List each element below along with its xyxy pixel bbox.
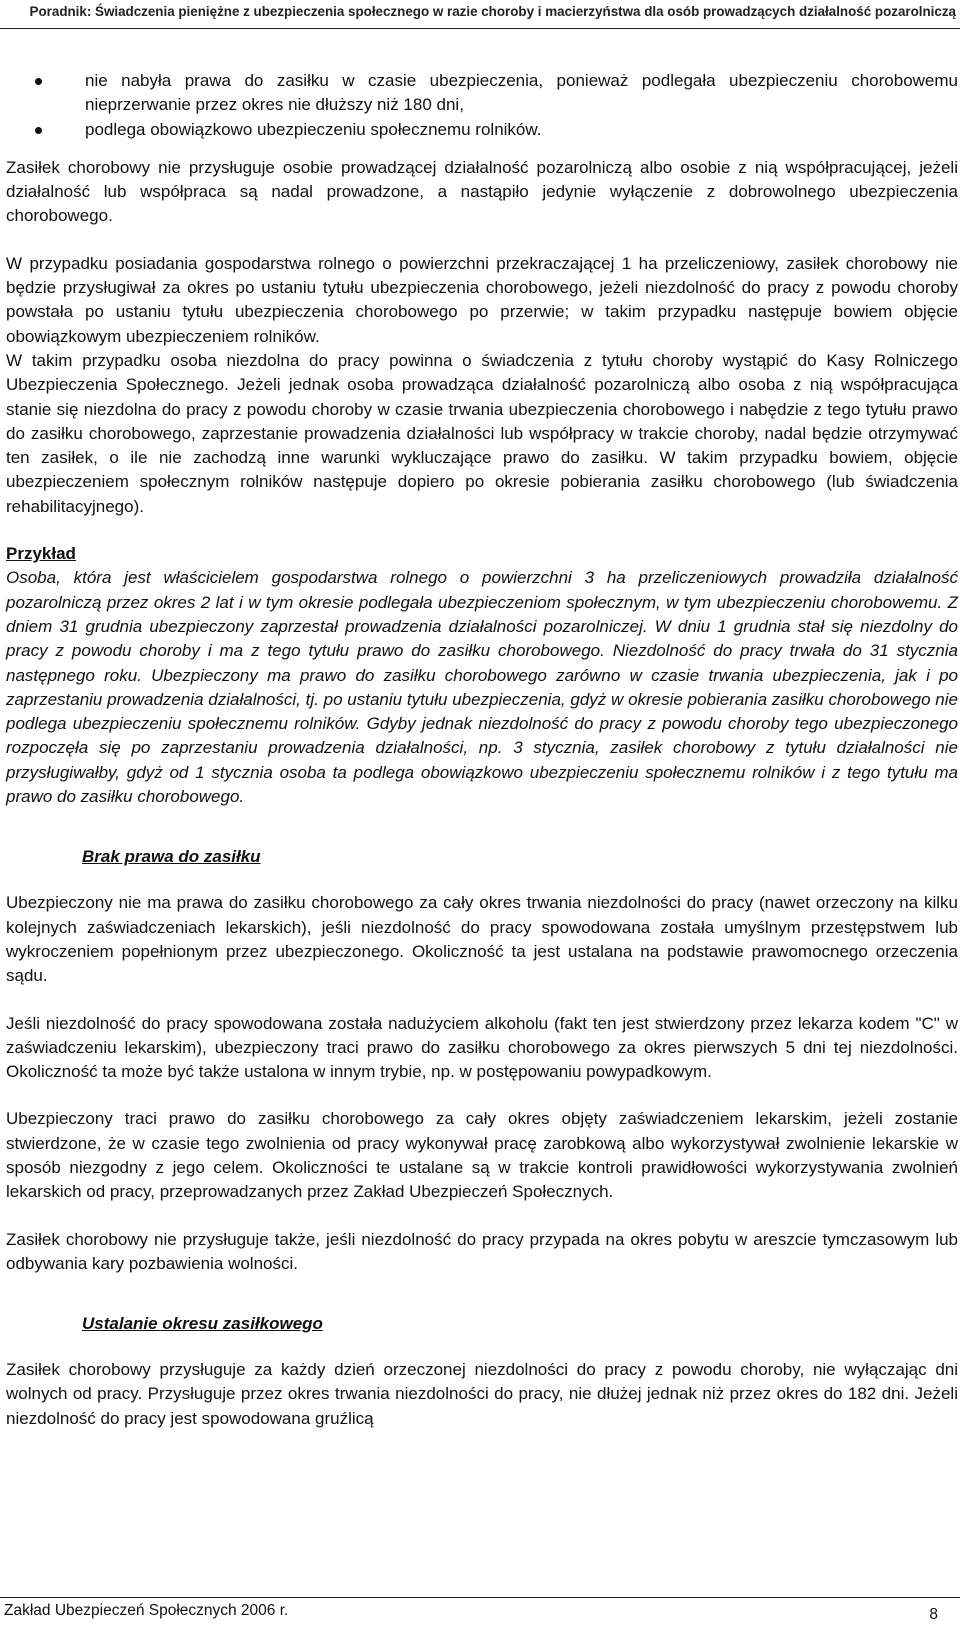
page-header	[0, 0, 960, 29]
section-heading-okres-zasilkowy: Ustalanie okresu zasiłkowego	[82, 1314, 323, 1334]
document-body	[6, 69, 958, 1454]
bullet-list	[6, 69, 958, 142]
page-number: 8	[929, 1606, 938, 1623]
paragraph: W takim przypadku osoba niezdolna do pracy powinna o świadczenia z tytułu choroby wystąpić do Kasy Rolniczego Ubezpieczenia Społecznego. Jeżeli jednak osoba prowadząca działalność pozarolniczą albo osoba z nią współpracująca stanie się niezdolna do pracy z powodu choroby w czasie trwania ubezpieczenia chorobowego i nabędzie z tego tytułu prawo do zasiłku chorobowego, zaprzestanie prowadzenia działalności lub współpracy w trakcie choroby, nadal będzie otrzymywać ten zasiłek, o ile nie zachodzą inne warunki wykluczające prawo do zasiłku. W takim przypadku bowiem, objęcie ubezpieczeniem społecznym rolników następuje dopiero po okresie pobierania zasiłku chorobowego (lub świadczenia rehabilitacyjnego).	[6, 350, 958, 516]
footer-publisher: Zakład Ubezpieczeń Społecznych 2006 r.	[4, 1602, 289, 1619]
page-footer	[0, 1597, 960, 1627]
header-title: Poradnik: Świadczenia pieniężne z ubezpieczenia społecznego w razie choroby i macierzyństwa dla osób prowadzących działalność pozarolniczą	[29, 4, 956, 19]
paragraph: Ubezpieczony traci prawo do zasiłku chorobowego za cały okres objęty zaświadczeniem lekarskim, jeżeli zostanie stwierdzone, że w czasie tego zwolnienia od pracy wykonywał pracę zarobkową albo wykorzystywał zwolnienie lekarskie w sposób niezgodny z jego celem. Okoliczności te ustalane są w trakcie kontroli prawidłowości wykorzystywania zwolnień lekarskich od pracy, przeprowadzanych przez Zakład Ubezpieczeń Społecznych.	[6, 1109, 958, 1202]
bullet-item: nie nabyła prawa do zasiłku w czasie ubezpieczenia, ponieważ podlegała ubezpieczeniu chorobowemu nieprzerwanie przez okres nie dłuższy niż 180 dni,	[6, 69, 958, 118]
paragraph: W przypadku posiadania gospodarstwa rolnego o powierzchni przekraczającej 1 ha przeliczeniowy, zasiłek chorobowy nie będzie przysługiwał za okres po ustaniu tytułu ubezpieczenia chorobowego, jeżeli niezdolność do pracy z powodu choroby powstała po ustaniu tytułu ubezpieczenia chorobowego po przerwie; w takim przypadku następuje bowiem objęcie obowiązkowym ubezpieczeniem rolników.	[6, 253, 958, 346]
paragraph: Zasiłek chorobowy przysługuje za każdy dzień orzeczonej niezdolności do pracy z powodu choroby, nie wyłączając dni wolnych od pracy. Przysługuje przez okres trwania niezdolności do pracy, nie dłużej jednak niż przez okres do 182 dni. Jeżeli niezdolność do pracy jest spowodowana gruźlicą	[6, 1360, 958, 1428]
section-heading-brak-prawa: Brak prawa do zasiłku	[82, 847, 261, 867]
paragraph: Zasiłek chorobowy nie przysługuje także, jeśli niezdolność do pracy przypada na okres pobytu w areszcie tymczasowym lub odbywania kary pozbawienia wolności.	[6, 1229, 958, 1273]
example-body: Osoba, która jest właścicielem gospodarstwa rolnego o powierzchni 3 ha przeliczeniowych prowadziła działalność pozarolniczą przez okres 2 lat i w tym okresie podlegała ubezpieczeniom społecznym, w tym ubezpieczeniu chorobowemu. Z dniem 31 grudnia ubezpieczony zaprzestał prowadzenia działalności pozarolniczej. W dniu 1 grudnia stał się niezdolny do pracy z powodu choroby i ma z tego tytułu prawo do zasiłku chorobowego. Niezdolność do pracy trwała do 31 stycznia następnego roku. Ubezpieczony ma prawo do zasiłku chorobowego zarówno w czasie trwania ubezpieczenia, jak i po zaprzestaniu prowadzenia działalności, tj. po ustaniu tytułu ubezpieczenia, gdyż w okresie pobierania zasiłku chorobowego nie podlega ubezpieczeniu społecznemu rolników. Gdyby jednak niezdolność do pracy z powodu choroby tego ubezpieczonego rozpoczęła się po zaprzestaniu prowadzenia działalności, np. 3 stycznia, zasiłek chorobowy z tytułu działalności nie przysługiwałby, gdyż od 1 stycznia osoba ta podlega obowiązkowo ubezpieczeniu społecznemu rolników i z tego tytułu ma prawo do zasiłku chorobowego.	[6, 568, 958, 807]
bullet-item: podlega obowiązkowo ubezpieczeniu społecznemu rolników.	[6, 118, 958, 142]
paragraph: Zasiłek chorobowy nie przysługuje osobie prowadzącej działalność pozarolniczą albo osobie z nią współpracującej, jeżeli działalność lub współpraca są nadal prowadzone, a nastąpiło jedynie wyłączenie z dobrowolnego ubezpieczenia chorobowego.	[6, 157, 958, 226]
paragraph: Jeśli niezdolność do pracy spowodowana została nadużyciem alkoholu (fakt ten jest stwierdzony przez lekarza kodem "C" w zaświadczeniu lekarskim), ubezpieczony traci prawo do zasiłku chorobowego za okres pierwszych 5 dni tej niezdolności. Okoliczność ta może być także ustalona w innym trybie, np. w postępowaniu powypadkowym.	[6, 1013, 958, 1082]
paragraph: Ubezpieczony nie ma prawa do zasiłku chorobowego za cały okres trwania niezdolności do pracy (nawet orzeczony na kilku kolejnych zaświadczeniach lekarskich), jeśli niezdolność do pracy spowodowana została umyślnym przestępstwem lub wykroczeniem popełnionym przez ubezpieczonego. Okoliczność ta jest ustalana na podstawie prawomocnego orzeczenia sądu.	[6, 893, 958, 986]
example-title: Przykład	[6, 544, 76, 564]
